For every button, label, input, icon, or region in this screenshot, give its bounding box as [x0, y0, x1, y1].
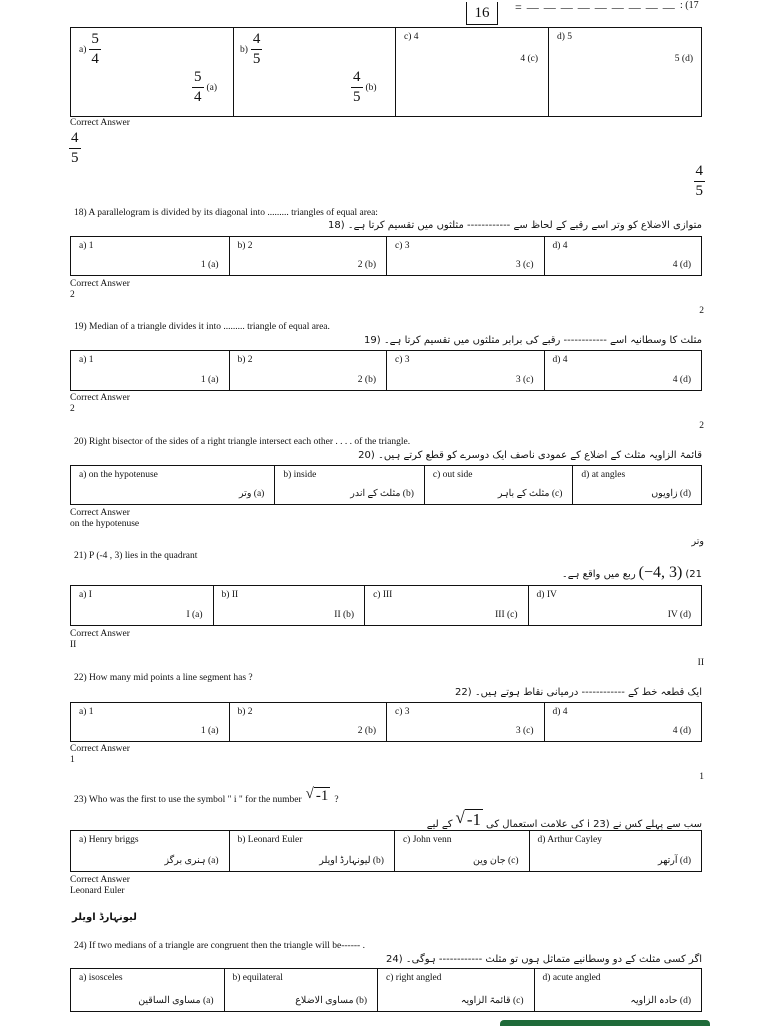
q22-text: 22) How many mid points a line segment has ?: [74, 673, 253, 683]
option-b[interactable]: b) Leonard Euler لیونہارڈ اویلر (b): [230, 831, 395, 871]
q22-urdu-text: ایک قطعہ خط کے ------------ درمیانی نقاط ہوتے ہیں۔ (22: [455, 687, 702, 698]
option-d[interactable]: d) 4 4 (d): [552, 355, 691, 385]
top-dashes: = — — — — — — — — —: [515, 0, 676, 14]
option-c[interactable]: c) III III (c): [365, 586, 528, 625]
top-box-number: 16: [474, 5, 490, 21]
option-c-text: c) 4: [404, 32, 419, 42]
q17-correct-answer: [70, 118, 130, 166]
q21-urdu-answer: II: [697, 658, 704, 668]
q20-text: 20) Right bisector of the sides of a right triangle intersect each other . . . . of the triangle.: [74, 437, 411, 447]
q21-point: (−4, 3): [638, 564, 683, 581]
q23-urdu-sqrt: √ -1: [455, 808, 481, 829]
q19-text: 19) Median of a triangle divides it into ......... triangle of equal area.: [74, 322, 330, 332]
option-b-urdu-fraction: $\frac{4}{5}$: [353, 69, 361, 105]
q23-correct-answer: Correct Answer Leonard Euler: [70, 875, 130, 896]
option-a-fraction: $\frac{5}{4}$: [91, 31, 99, 67]
option-a[interactable]: a) 1 1 (a): [71, 237, 230, 275]
option-a[interactable]: a) isosceles مساوی الساقین (a): [71, 969, 225, 1011]
correct-answer-value: 1: [70, 754, 75, 765]
option-a-urdu-label: (a): [206, 82, 218, 93]
top-question-tail: : (17: [680, 0, 699, 11]
q19-urdu-answer: 2: [699, 421, 704, 431]
option-b[interactable]: b) 2 2 (b): [230, 703, 388, 741]
option-a-label: a): [79, 44, 87, 55]
q19-correct-answer: Correct Answer 2: [70, 393, 130, 414]
option-d[interactable]: d) IV IV (d): [536, 590, 691, 620]
option-b[interactable]: b) II II (b): [214, 586, 366, 625]
option-b[interactable]: b) equilateral مساوی الاضلاع (b): [225, 969, 379, 1011]
option-b[interactable]: b) 2 2 (b): [230, 237, 388, 275]
option-a[interactable]: [71, 28, 234, 116]
q24-options-table: [70, 968, 702, 1012]
q20-correct-answer: Correct Answer on the hypotenuse: [70, 508, 140, 529]
q19-options-table: [70, 350, 702, 391]
option-b[interactable]: [234, 28, 396, 116]
q21-urdu-text: ربع میں واقع ہے۔ (−4, 3) (21: [561, 564, 702, 581]
q23-sqrt-minus-one: √ -1: [305, 786, 329, 804]
option-c[interactable]: c) 3 3 (c): [387, 351, 545, 390]
option-c[interactable]: c) 3 3 (c): [387, 703, 545, 741]
option-d[interactable]: d) Arthur Cayley آرتھر (d): [537, 835, 691, 866]
q23-urdu-answer: لیونہارڈ اویلر: [72, 912, 137, 923]
q21-text: 21) P (-4 , 3) lies in the quadrant: [74, 551, 198, 561]
option-c[interactable]: c) 3 3 (c): [387, 237, 545, 275]
option-b[interactable]: b) 2 2 (b): [230, 351, 388, 390]
correct-answer-value: 2: [70, 289, 75, 300]
option-c-urdu: 4 (c): [520, 54, 538, 64]
q21-options-table: [70, 585, 702, 626]
correct-answer-value: 2: [70, 403, 75, 414]
option-a-urdu-fraction: $\frac{5}{4}$: [194, 69, 202, 105]
q20-urdu-answer: وتر: [691, 536, 704, 547]
option-a[interactable]: a) 1 1 (a): [71, 351, 230, 390]
q20-options-table: [70, 465, 702, 505]
q22-correct-answer: Correct Answer 1: [70, 744, 130, 765]
q18-urdu-text: متوازی الاضلاع کو وتر اسے رقبے کے لحاظ سے ------------ مثلثوں میں تقسیم کرتا ہے۔ (18: [327, 220, 702, 231]
option-c[interactable]: [396, 28, 549, 116]
q24-text: 24) If two medians of a triangle are congruent then the triangle will be------ .: [74, 941, 365, 951]
option-a[interactable]: a) I I (a): [71, 586, 214, 625]
correct-answer-value: on the hypotenuse: [70, 518, 140, 529]
q18-correct-answer: Correct Answer 2: [70, 279, 130, 300]
q18-urdu-answer: 2: [699, 306, 704, 316]
option-d[interactable]: d) 4 4 (d): [552, 707, 691, 736]
correct-answer-label: Correct Answer: [70, 118, 130, 128]
correct-answer-value: II: [70, 639, 77, 650]
q22-options-table: [70, 702, 702, 742]
q20-urdu-text: قائمۃ الزاویہ مثلث کے اضلاع کے عمودی ناصف ایک دوسرے کو قطع کرتے ہیں۔ (20: [358, 450, 702, 461]
option-a[interactable]: a) 1 1 (a): [71, 703, 230, 741]
correct-answer-value: Leonard Euler: [70, 885, 125, 896]
option-d-urdu: 5 (d): [674, 54, 693, 64]
q24-urdu-text: اگر کسی مثلث کے دو وسطانیے متماثل ہوں تو مثلث ------------ ہوگی۔ (24: [385, 954, 702, 965]
q17-urdu-answer-fraction: 4 5: [695, 163, 703, 199]
option-b-label: b): [240, 44, 248, 55]
option-b-fraction: $\frac{4}{5}$: [252, 31, 261, 67]
bottom-green-bar: [500, 1020, 710, 1026]
q23-options-table: [70, 830, 702, 872]
q18-text: 18) A parallelogram is divided by its diagonal into ......... triangles of equal area:: [74, 208, 378, 218]
option-a[interactable]: a) Henry briggs ہنری برگز (a): [71, 831, 230, 871]
q18-options-table: [70, 236, 702, 276]
option-d[interactable]: [549, 28, 701, 116]
option-b-urdu-label: (b): [365, 82, 377, 93]
q21-correct-answer: Correct Answer II: [70, 629, 130, 650]
option-d[interactable]: d) acute angled حادہ الزاویہ (d): [542, 973, 691, 1006]
option-a[interactable]: a) on the hypotenuse وتر (a): [71, 466, 275, 504]
option-d-text: d) 5: [557, 32, 573, 42]
option-d[interactable]: d) 4 4 (d): [552, 241, 691, 270]
top-answer-box: [466, 2, 498, 25]
option-c[interactable]: c) John venn جان وین (c): [395, 831, 530, 871]
option-c[interactable]: c) right angled قائمۃ الزاویہ (c): [378, 969, 535, 1011]
q22-urdu-answer: 1: [699, 772, 704, 782]
q19-urdu-text: مثلث کا وسطانیہ اسے ------------ رقبے کی برابر مثلثوں میں تقسیم کرتا ہے۔ (19: [364, 335, 702, 346]
q17-options-table: [70, 27, 702, 117]
option-b[interactable]: b) inside مثلث کے اندر (b): [275, 466, 425, 504]
option-d[interactable]: d) at angles زاویوں (d): [581, 470, 691, 499]
q23-urdu-text: کے لیے √ -1 کی علامت استعمال کی i سب سے پہلے کس نے (23: [426, 808, 702, 830]
correct-answer-fraction: $\frac{4}{5}$: [71, 129, 79, 166]
q23-text: 23) Who was the first to use the symbol " i " for the number √ -1 ?: [74, 786, 339, 805]
option-c[interactable]: c) out side مثلث کے باہر (c): [425, 466, 574, 504]
